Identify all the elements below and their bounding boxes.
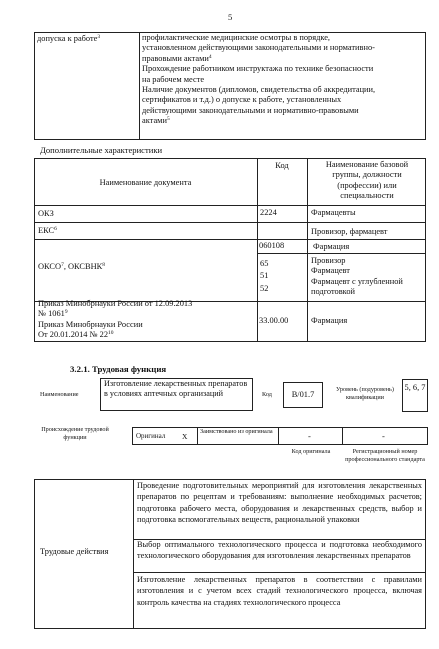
origin-dash: - xyxy=(382,431,385,441)
okso-names xyxy=(311,256,421,298)
action-item: Выбор оптимального технологического процесса и подготовка необходимого технологического оборудования для изготовления лекарственных препаратов xyxy=(137,540,422,560)
okz-doc: ОКЗ xyxy=(38,209,54,218)
top-table-text xyxy=(142,33,424,127)
top-line: профилактические медицинские осмотры в порядке, xyxy=(142,33,331,42)
tf-level-value: 5, 6, 7 xyxy=(404,383,426,392)
additional-col-2 xyxy=(307,158,308,342)
additional-row-line xyxy=(34,222,426,223)
order-name: Фармация xyxy=(311,316,348,325)
top-line: Наличие документов (дипломов, свидетельства об аккредитации, xyxy=(142,85,376,95)
top-table-left-label: допуска к работе$^3$ xyxy=(37,34,101,43)
origin-col xyxy=(342,427,343,445)
okso-code: 52 xyxy=(260,283,269,293)
tf-name-value: Изготовление лекарственных препаратов в условиях аптечных организаций xyxy=(104,379,248,399)
top-line: Прохождение работником инструктажа по технике безопасности xyxy=(142,64,374,74)
header-document: Наименование документа xyxy=(99,178,192,187)
okso-doc: ОКСО$^7$, ОКСВНК$^8$ xyxy=(38,262,105,271)
order-doc xyxy=(38,299,192,341)
header-code: Код xyxy=(275,161,289,170)
additional-title: Дополнительные характеристики xyxy=(40,145,163,155)
okso-name: Фармацевт xyxy=(311,266,350,276)
additional-row-line xyxy=(34,205,426,206)
order-line: Приказ Минобрнауки России xyxy=(38,319,143,329)
top-line: актами$^5$ xyxy=(142,116,170,126)
okz-code: 2224 xyxy=(260,208,277,217)
origin-dash: - xyxy=(308,431,311,441)
okso-code-top: 060108 xyxy=(259,241,285,250)
okz-name: Фармацевты xyxy=(311,208,356,217)
additional-row-line xyxy=(257,253,426,254)
origin-col xyxy=(197,427,198,445)
okso-codes xyxy=(260,259,268,294)
top-line: действующими законодательными и нормативно-правовыми xyxy=(142,105,359,115)
action-item: Проведение подготовительных мероприятий для изготовления лекарственных препаратов по рецептам и требованиям: выполнение необходимых расчетов; подготовка рабочего места, оборудования и лекарственных средств, выбор и подготовка вспомогательных веществ, рациональной упаковки xyxy=(137,481,422,525)
additional-col-1 xyxy=(257,158,258,342)
header-name: Наименование базовой группы, должности (профессии) или специальности xyxy=(325,160,409,201)
origin-original: Оригинал xyxy=(136,432,166,440)
actions-label: Трудовые действия xyxy=(40,547,109,556)
okso-code: 51 xyxy=(260,271,269,281)
order-line: Приказ Минобрнауки России от 12.09.2013 xyxy=(38,299,193,308)
okso-name: Фармацевт с углубленной подготовкой xyxy=(311,276,403,297)
origin-borrowed: Заимствовано из оригинала xyxy=(200,428,273,435)
page-number: 5 xyxy=(228,12,233,22)
origin-mark: X xyxy=(182,432,188,441)
okso-name-top: Фармация xyxy=(313,242,350,251)
tf-code-value: B/01.7 xyxy=(291,390,315,399)
additional-row-line xyxy=(34,239,426,240)
actions-row-line xyxy=(133,572,426,573)
top-line: сертификатов и т.д.) о допуске к работе, установленных xyxy=(142,95,342,105)
origin-reg-caption: Регистрационный номер профессионального стандарта xyxy=(345,448,425,463)
top-line: правовыми актами$^4$ xyxy=(142,53,212,63)
section-title: 3.2.1. Трудовая функция xyxy=(70,364,167,374)
tf-level-label: Уровень (подуровень) квалификации xyxy=(336,386,394,401)
eks-doc: ЕКС$^6$ xyxy=(38,226,57,235)
eks-name: Провизор, фармацевт xyxy=(311,227,388,236)
action-item: Изготовление лекарственных препаратов в соответствии с правилами изготовления и с учетом всех стадий технологического процесса, включая контроль качества на стадиях технологического процесса xyxy=(137,575,422,607)
tf-name-label: Наименование xyxy=(40,391,79,398)
origin-code-caption: Код оригинала xyxy=(291,448,331,455)
order-code: 33.00.00 xyxy=(259,316,289,325)
top-line: установленном действующими законодательными и нормативно- xyxy=(142,43,375,53)
order-line: От 20.01.2014 № $22^{10}$ xyxy=(38,330,114,340)
tf-code-label: Код xyxy=(262,391,272,398)
top-line: на рабочем месте xyxy=(142,74,205,84)
okso-code: 65 xyxy=(260,259,269,268)
order-line: № 1061$^9$ xyxy=(38,309,68,319)
origin-label: Происхождение трудовой функции xyxy=(41,426,109,441)
top-table-divider xyxy=(139,32,140,140)
actions-divider xyxy=(133,479,134,629)
okso-name: Провизор xyxy=(311,256,346,265)
origin-col xyxy=(278,427,279,445)
